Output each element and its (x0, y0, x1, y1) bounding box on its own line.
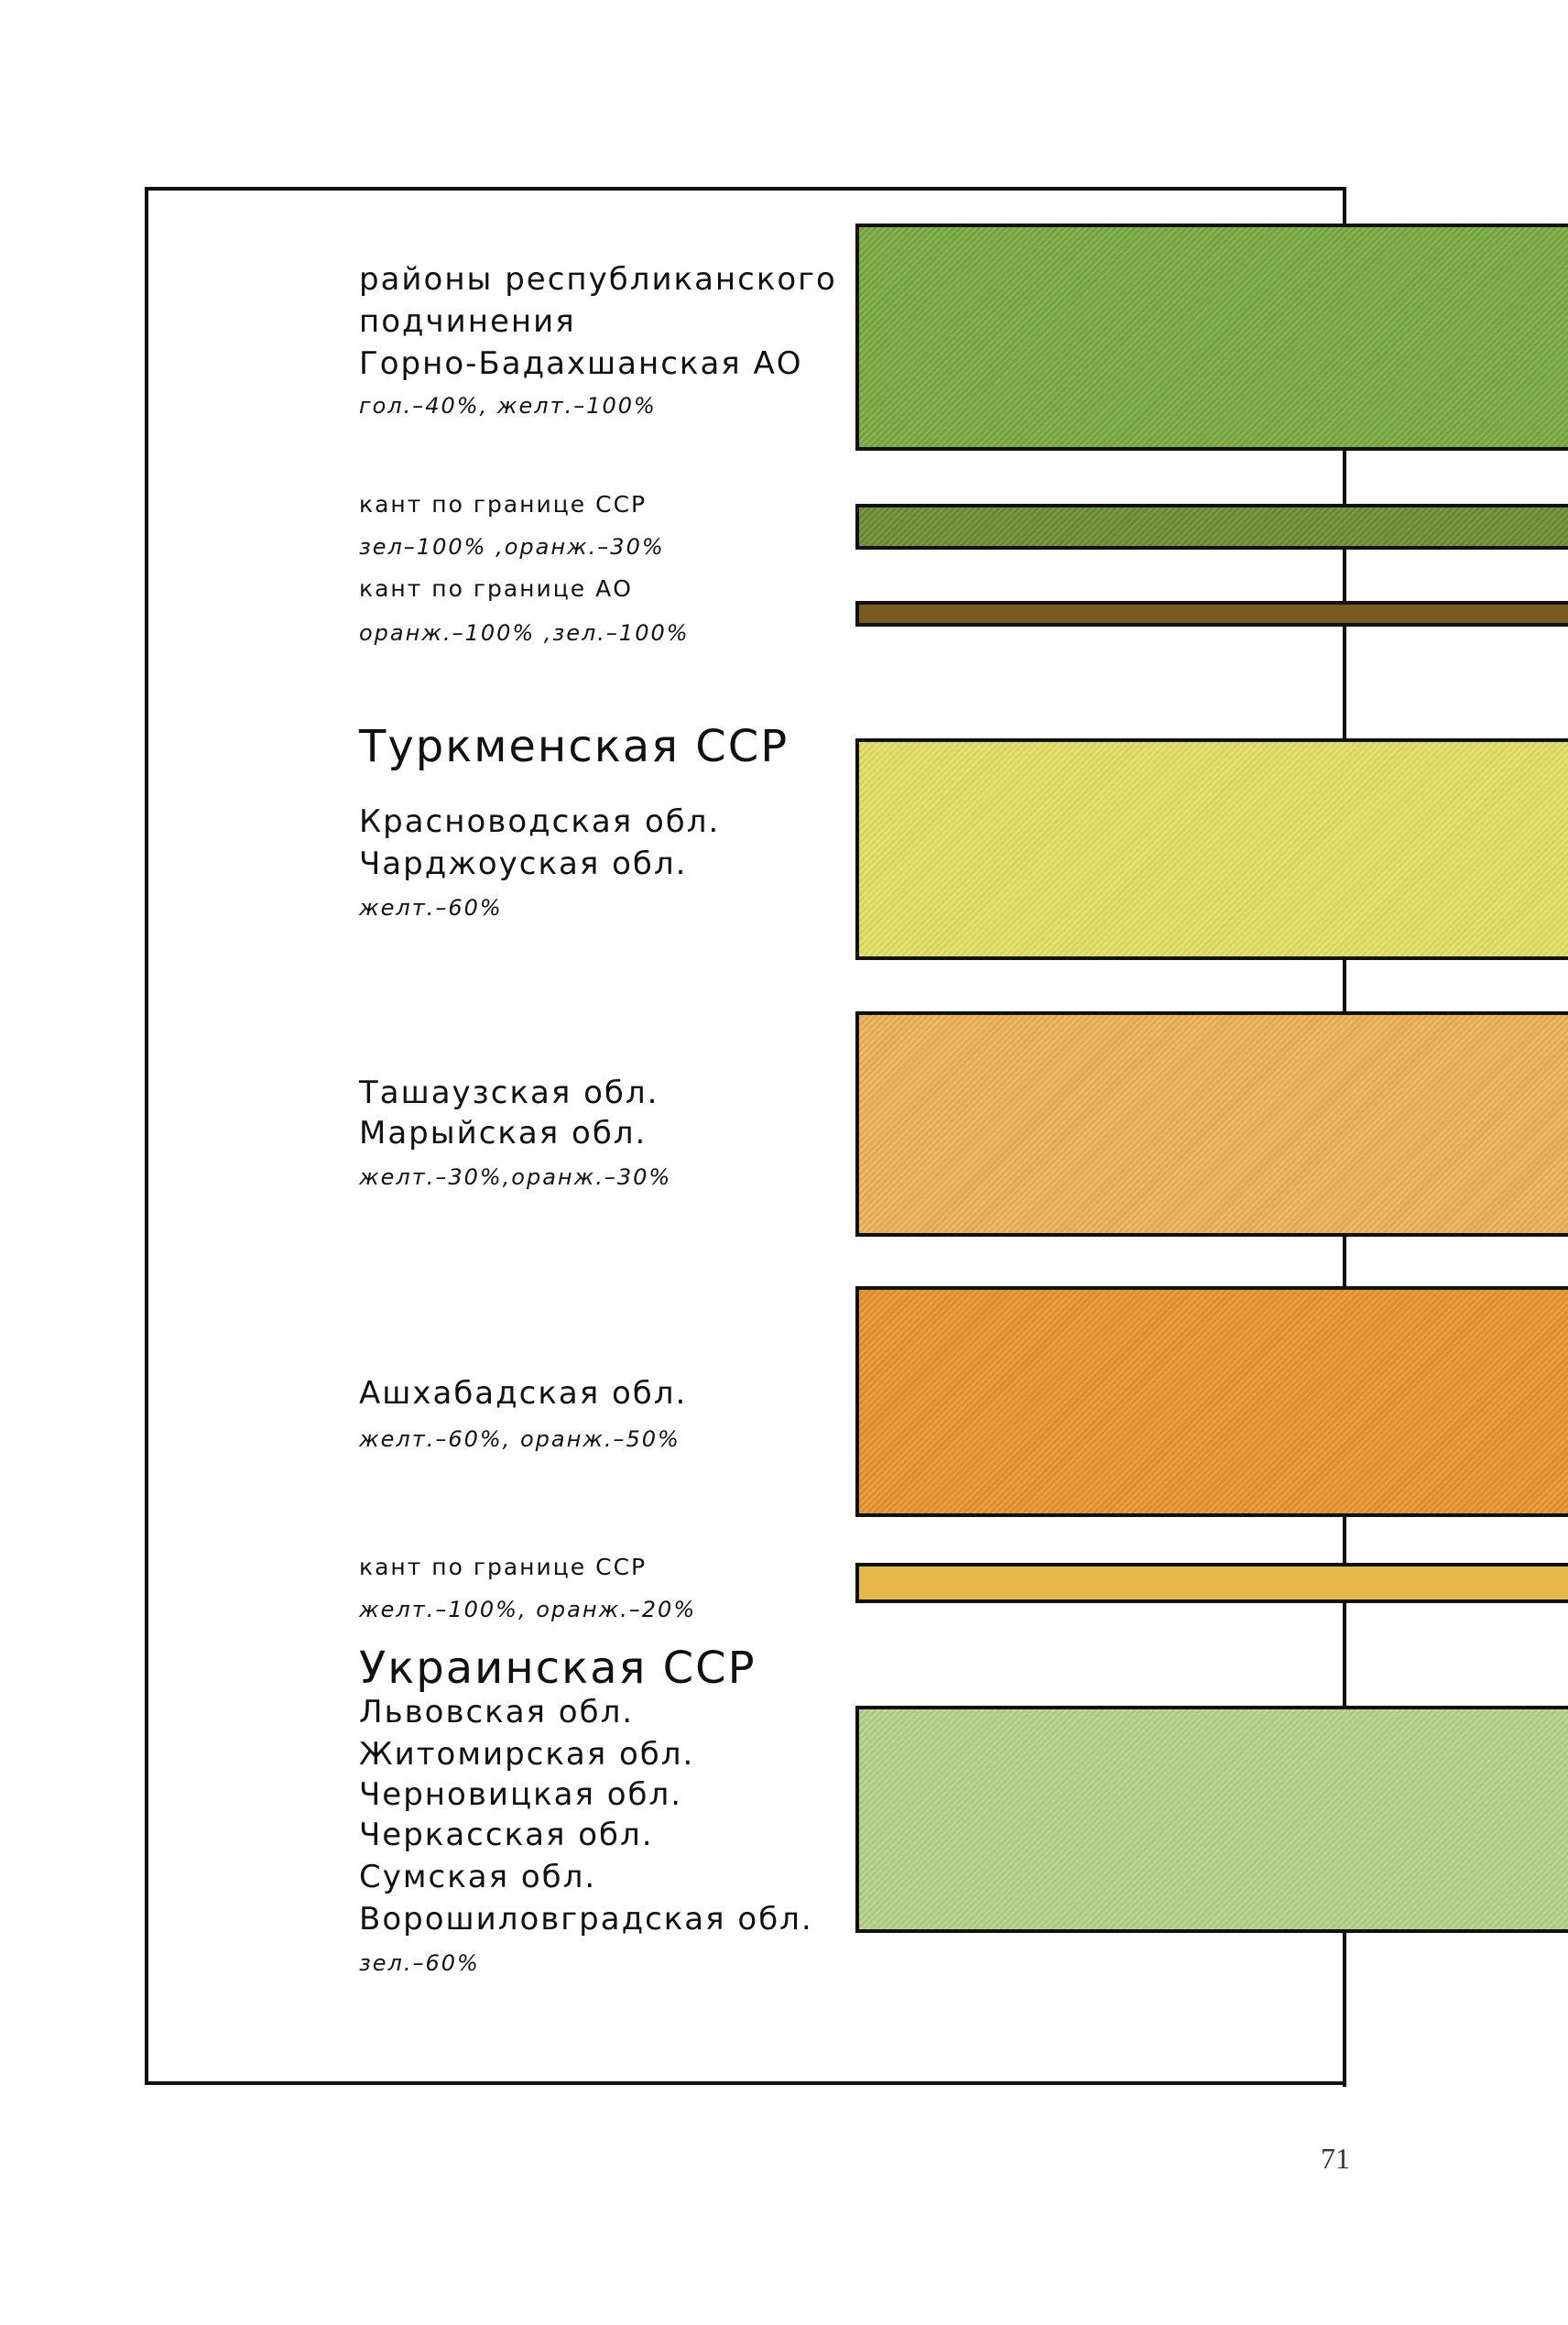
districts-note: гол.–40%, желт.–100% (359, 393, 657, 419)
region-lvov: Львовская обл. (359, 1694, 635, 1730)
swatch-republic-districts (855, 224, 1568, 451)
swatch-krasnovodsk-chardzhou (855, 738, 1568, 960)
districts-label-line1: районы республиканского (359, 261, 837, 298)
turkmen-ssr-heading: Туркменская ССР (359, 721, 789, 772)
connector-line (1343, 627, 1346, 738)
border-ao-label: кант по границе АО (359, 575, 633, 602)
region-ashkhabad: Ашхабадская обл. (359, 1375, 688, 1412)
region-mary: Марыйская обл. (359, 1115, 648, 1152)
border-ssr-label: кант по границе ССР (359, 491, 648, 518)
region-tashauz: Ташаузская обл. (359, 1075, 659, 1111)
page-number: 71 (1321, 2142, 1350, 2175)
districts-label-line2: подчинения (359, 303, 576, 340)
connector-line (1343, 1931, 1346, 2087)
region-chardzhou: Чарджоуская обл. (359, 846, 688, 882)
region-cherkassy: Черкасская обл. (359, 1817, 654, 1853)
region-zhitomir: Житомирская обл. (359, 1736, 695, 1773)
swatch-ashkhabad (855, 1286, 1568, 1517)
turkmen-border-note: желт.–100%, оранж.–20% (359, 1597, 697, 1622)
swatch-border-ssr-green (855, 504, 1568, 550)
region-krasnovodsk: Красноводская обл. (359, 803, 721, 840)
connector-line (1343, 1599, 1346, 1706)
ukraine-ssr-heading: Украинская ССР (359, 1643, 757, 1694)
region-chernovtsy: Черновицкая обл. (359, 1776, 683, 1813)
border-ao-note: оранж.–100% ,зел.–100% (359, 620, 690, 646)
ukraine-note: зел.–60% (359, 1950, 480, 1976)
gorno-badakhshan-label: Горно-Бадахшанская АО (359, 345, 803, 382)
swatch-tashauz-mary (855, 1011, 1568, 1237)
turkmen-group1-note: желт.–60% (359, 895, 503, 921)
swatch-ukraine (855, 1706, 1568, 1933)
turkmen-border-label: кант по границе ССР (359, 1554, 648, 1580)
turkmen-group2-note: желт.–30%,оранж.–30% (359, 1164, 672, 1190)
border-ssr-note: зел–100% ,оранж.–30% (359, 534, 665, 560)
region-sumy: Сумская обл. (359, 1859, 597, 1895)
swatch-border-ao-brown (855, 601, 1568, 627)
turkmen-group3-note: желт.–60%, оранж.–50% (359, 1426, 681, 1452)
region-voroshilovgrad: Ворошиловградская обл. (359, 1901, 813, 1938)
swatch-border-ssr-yellow (855, 1563, 1568, 1603)
